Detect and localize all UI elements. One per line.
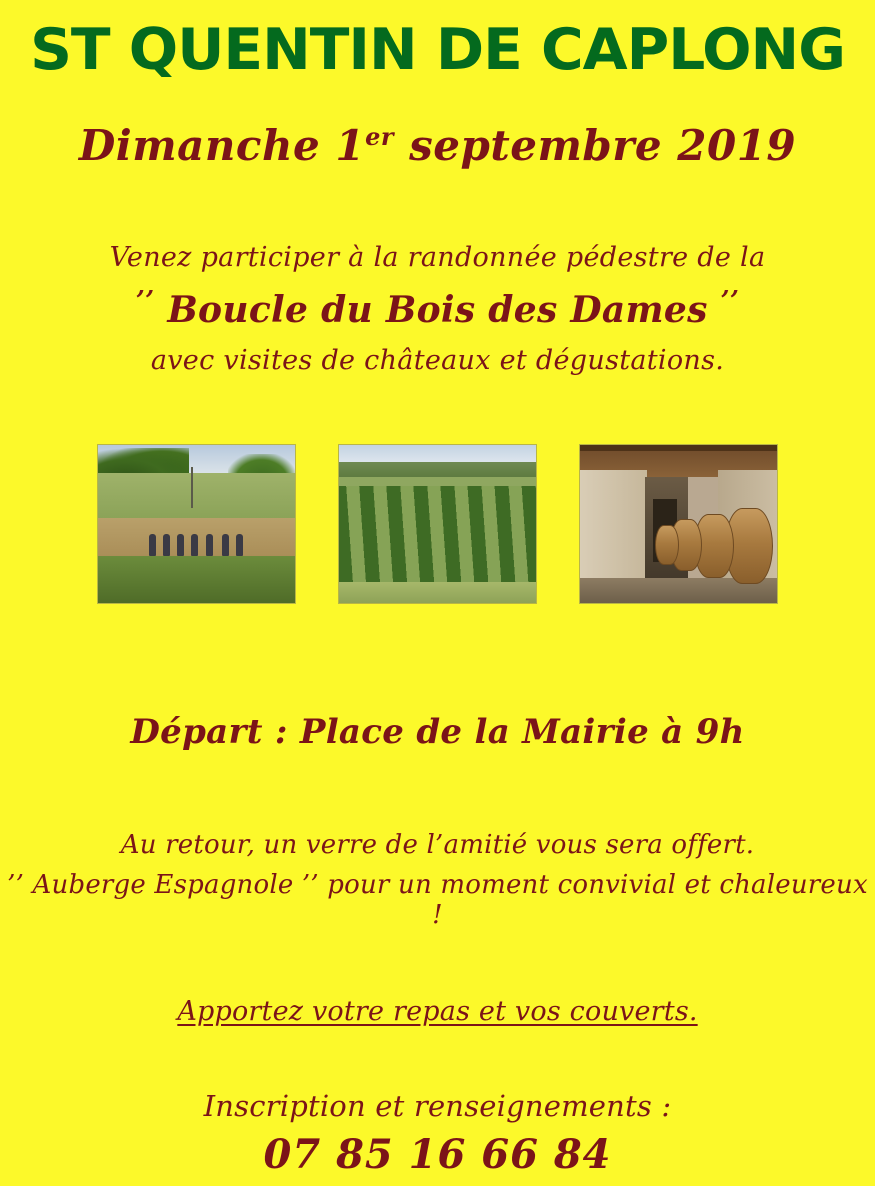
photo-vineyard — [338, 444, 537, 604]
photo-hikers-field — [98, 473, 295, 520]
photo-cellar-barrel — [655, 525, 679, 565]
route-name-label: Boucle du Bois des Dames — [167, 289, 708, 331]
photo-hikers-person — [236, 534, 243, 556]
open-quote: ’’ — [135, 286, 155, 316]
event-date — [0, 121, 875, 170]
photo-hikers-person — [191, 534, 198, 556]
photo-hikers-person — [177, 534, 184, 556]
departure-info: Départ : Place de la Mairie à 9h — [130, 712, 745, 752]
photo-strip — [0, 444, 875, 604]
registration-label: Inscription et renseignements : — [203, 1089, 672, 1123]
photo-hikers-foreground — [98, 556, 295, 603]
contact-phone: 07 85 16 66 84 — [263, 1131, 612, 1178]
photo-hikers-person — [163, 534, 170, 556]
photo-hikers-person — [222, 534, 229, 556]
route-name — [0, 286, 875, 331]
photo-hikers — [97, 444, 296, 604]
event-date-ordinal: er — [365, 122, 394, 151]
close-quote: ’’ — [720, 286, 740, 316]
auberge-espagnole-text: ’’ Auberge Espagnole ’’ pour un moment convivial et chaleureux ! — [7, 870, 868, 930]
return-drink-text: Au retour, un verre de l’amitié vous sera offert. — [120, 830, 755, 860]
photo-vineyard-grass — [339, 582, 536, 603]
photo-hikers-person — [149, 534, 156, 556]
bring-meal-text: Apportez votre repas et vos couverts. — [177, 996, 698, 1027]
event-date-rest: septembre 2019 — [394, 121, 797, 170]
event-date-main: Dimanche 1 — [78, 121, 366, 170]
subintro-text: avec visites de châteaux et dégustations. — [150, 345, 725, 376]
photo-cellar — [579, 444, 778, 604]
intro-text: Venez participer à la randonnée pédestre de la — [109, 242, 766, 273]
photo-hikers-pole — [191, 467, 193, 508]
page-title: ST QUENTIN DE CAPLONG — [30, 17, 845, 83]
photo-cellar-beam — [580, 445, 777, 451]
photo-hikers-person — [206, 534, 213, 556]
photo-vineyard-rows — [339, 486, 536, 584]
